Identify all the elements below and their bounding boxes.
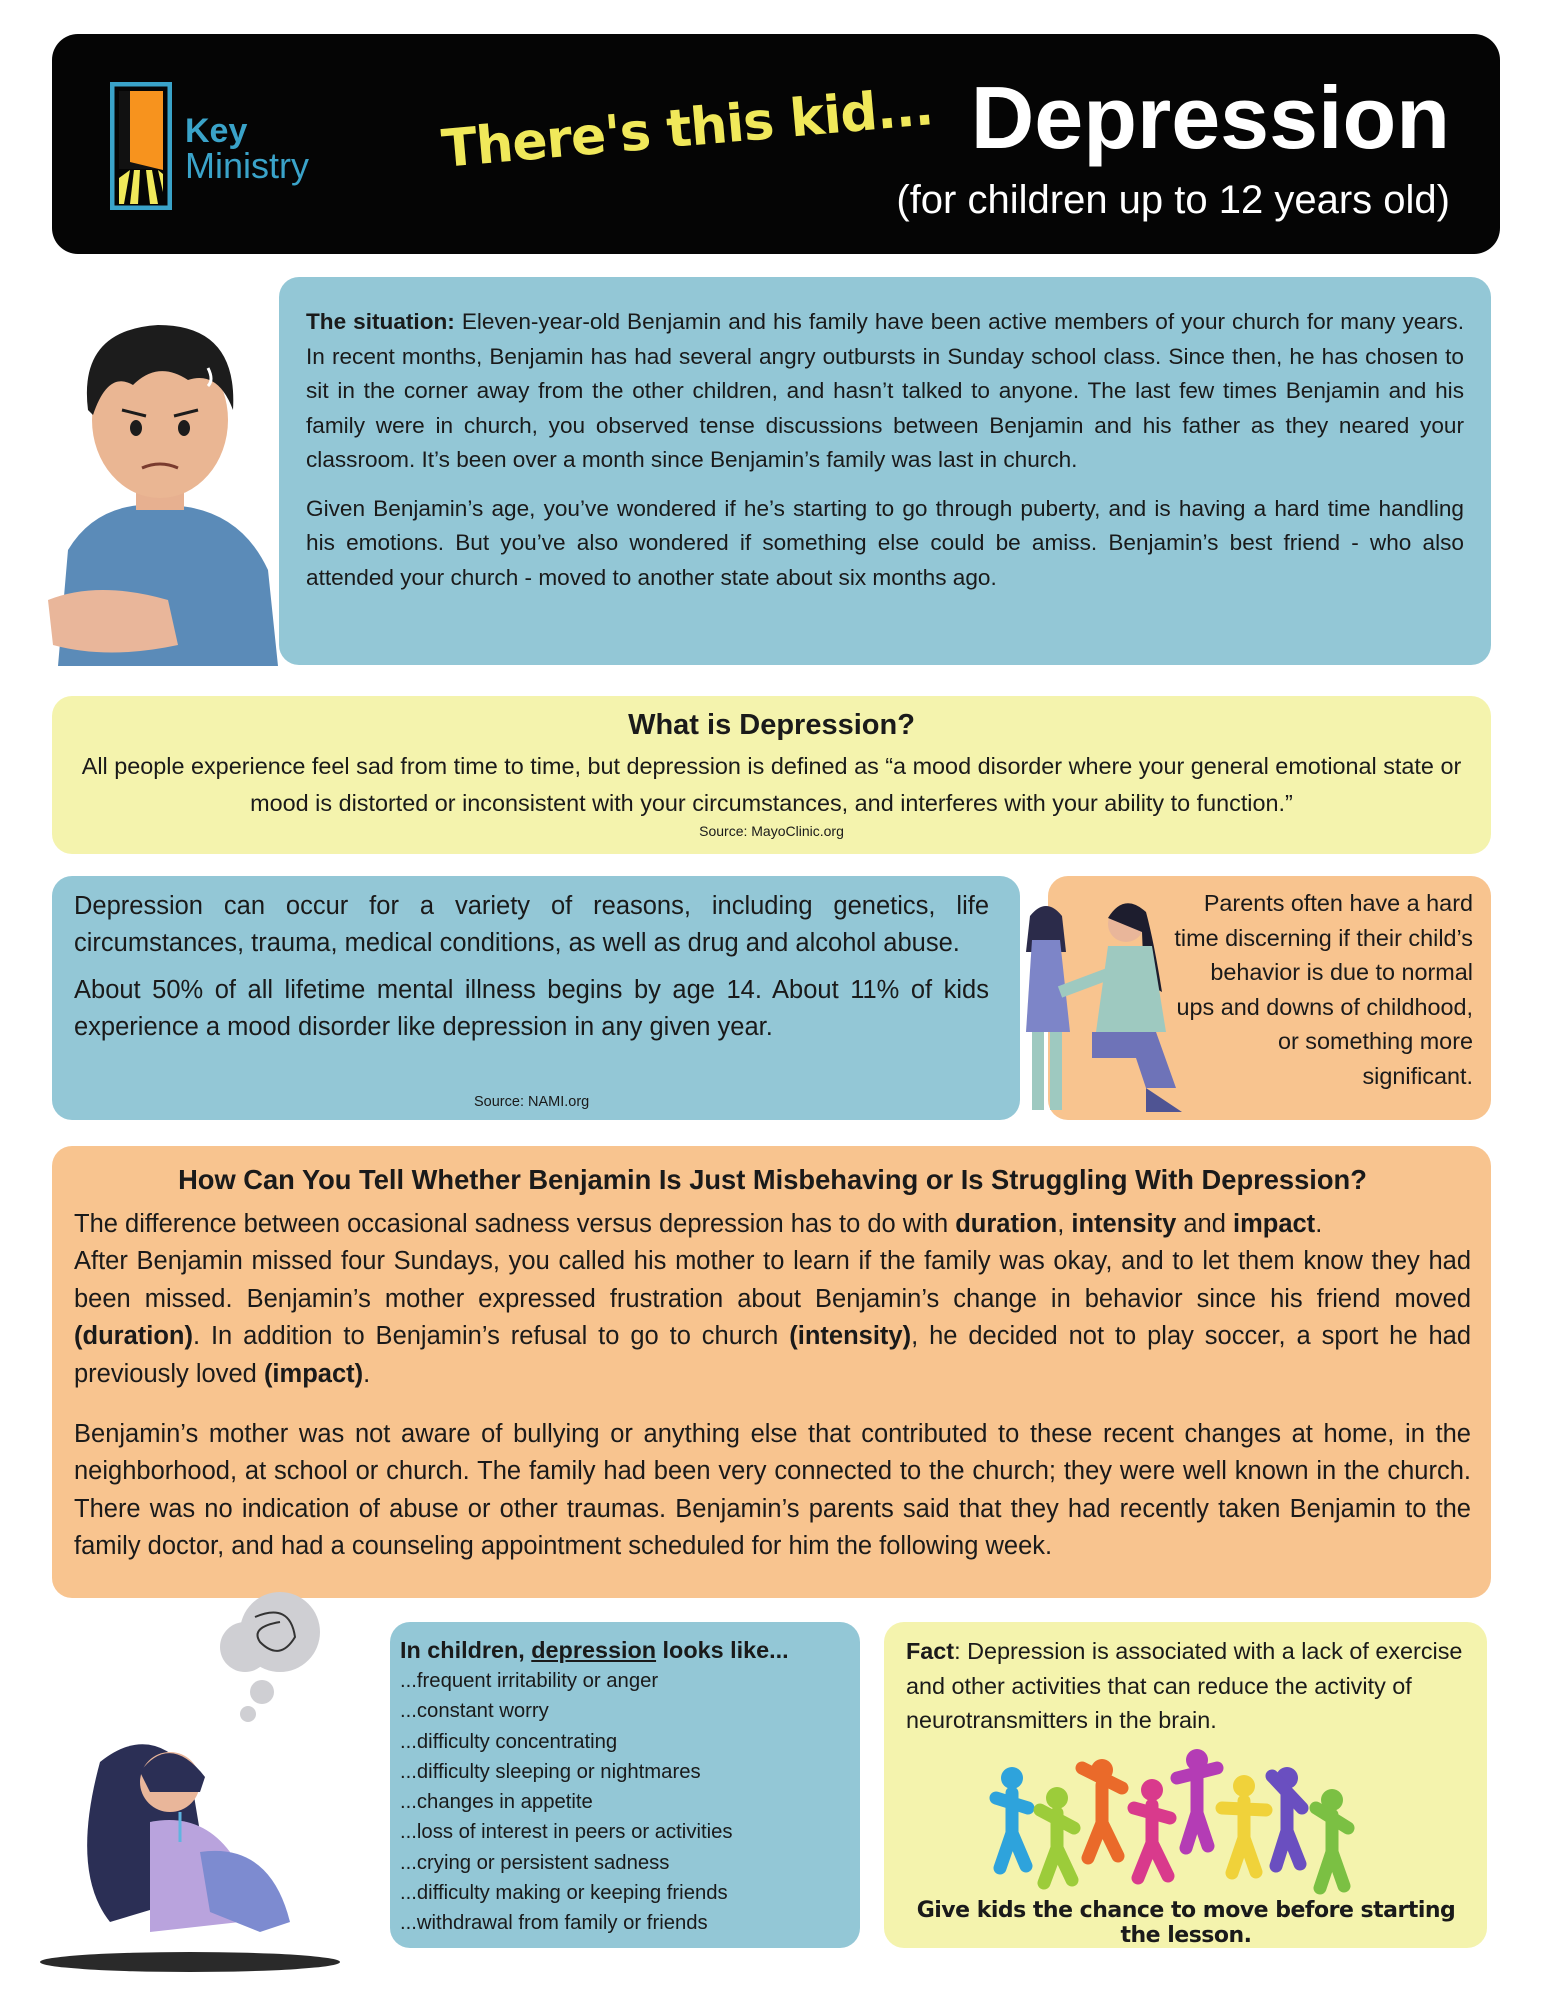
fact-text — [906, 1634, 1469, 1738]
mother-and-child-illustration-icon — [996, 882, 1196, 1118]
situation-paragraph-1 — [306, 305, 1464, 478]
situation-panel — [279, 277, 1491, 665]
dancing-kids-illustration-icon — [982, 1748, 1362, 1898]
how-can-you-tell-body — [74, 1206, 1471, 1566]
fact-caption: Give kids the chance to move before starting the lesson. — [916, 1898, 1456, 1948]
causes-paragraph-2: About 50% of all lifetime mental illness begins by age 14. About 11% of kids experience a mood disorder like depression in any given year. — [74, 976, 989, 1041]
header-banner — [52, 34, 1500, 254]
list-item: ...withdrawal from family or friends — [400, 1912, 708, 1935]
looks-title-a: In children, — [400, 1637, 532, 1663]
causes-paragraph-1: Depression can occur for a variety of reasons, including genetics, life circumstances, trauma, medical conditions, as well as drug and alcohol abuse. — [74, 892, 989, 957]
tell-impact: impact — [1232, 1210, 1316, 1238]
how-can-you-tell-panel — [52, 1146, 1491, 1598]
tell-story-intensity: (intensity) — [789, 1322, 912, 1351]
list-item: ...difficulty concentrating — [400, 1730, 618, 1753]
tell-intensity: intensity — [1071, 1210, 1177, 1238]
page-title: Depression — [970, 68, 1450, 167]
list-item: ...difficulty sleeping or nightmares — [400, 1760, 701, 1783]
page-subtitle: (for children up to 12 years old) — [896, 178, 1450, 222]
looks-like-panel — [390, 1622, 860, 1948]
list-item: ...changes in appetite — [400, 1791, 593, 1814]
tell-paragraph-2: Benjamin’s mother was not aware of bullying or anything else that contributed to these recent changes at home, in the neighborhood, at school or church. The family had been very connected to the church; they were well known in the church. There was no indication of abuse or other traumas. Benjamin’s parents said that they had recently taken Benjamin to the family doctor, and had a counseling appointment scheduled for him the following week. — [74, 1420, 1471, 1561]
how-can-you-tell-title: How Can You Tell Whether Benjamin Is Just Misbehaving or Is Struggling With Depression? — [178, 1164, 1367, 1195]
tell-story-impact: (impact) — [263, 1359, 364, 1388]
list-item: ...frequent irritability or anger — [400, 1670, 659, 1692]
what-is-source: Source: MayoClinic.org — [699, 823, 844, 839]
tell-and: and — [1176, 1210, 1233, 1238]
situation-label: The situation: — [306, 309, 455, 334]
tell-comma: , — [1057, 1210, 1072, 1238]
situation-paragraph-2: Given Benjamin’s age, you’ve wondered if he’s starting to go through puberty, and is having a hard time handling his emotions. But you’ve also wondered if something else could be amiss. Benjamin’s best friend - who also attended your church - moved to another state about six months ago. — [306, 495, 1464, 590]
what-is-definition: All people experience feel sad from time to time, but depression is defined as “a mood disorder where your general emotional state or mood is distorted or inconsistent with your circumstances, and interferes with your ability to function.” — [81, 753, 1462, 816]
tagline: There's this kid... — [439, 77, 936, 180]
causes-panel — [52, 876, 1020, 1120]
symptom-list — [400, 1666, 850, 1939]
sad-girl-illustration-icon — [40, 1592, 380, 1972]
logo-ministry-text: Ministry — [185, 145, 309, 186]
list-item: ...loss of interest in peers or activities — [400, 1821, 733, 1844]
tell-story-b: . In addition to Benjamin’s refusal to go to church — [192, 1322, 790, 1351]
tell-paragraph-1 — [74, 1206, 1471, 1393]
looks-like-title — [400, 1634, 850, 1666]
tell-story-a: After Benjamin missed four Sundays, you called his mother to learn if the family was okay, and to let them know they had been missed. Benjamin’s mother expressed frustration about Benjamin’s change in behavior since his friend moved — [74, 1247, 1471, 1313]
fact-label: Fact — [906, 1638, 955, 1664]
list-item: ...crying or persistent sadness — [400, 1851, 670, 1874]
fact-body: : Depression is associated with a lack of exercise and other activities that can reduce the activity of neurotransmitters in the brain. — [906, 1638, 1463, 1733]
parents-text: Parents often have a hard time discerning if their child’s behavior is due to normal ups and downs of childhood, or something more significant. — [1174, 890, 1473, 1089]
tell-story-c: , he decided not to play soccer, a sport he had previously loved — [74, 1322, 1471, 1388]
key-ministry-logo-icon — [110, 82, 172, 210]
logo-key-text: Key — [185, 112, 248, 150]
situation-text-1: Eleven-year-old Benjamin and his family have been active members of your church for many years. In recent months, Benjamin has had several angry outbursts in Sunday school class. Since then, he has chosen to sit in the corner away from the other children, and hasn’t talked to anyone. The last few times Benjamin and his family were in church, you observed tense discussions between Benjamin and his father as they neared your classroom. It’s been over a month since Benjamin’s family was last in church. — [306, 309, 1464, 472]
tell-duration: duration — [955, 1210, 1058, 1238]
worried-boy-illustration-icon — [38, 300, 288, 666]
list-item: ...difficulty making or keeping friends — [400, 1882, 728, 1905]
looks-title-b: looks like... — [656, 1637, 789, 1663]
what-is-title: What is Depression? — [628, 709, 915, 741]
tell-story-duration: (duration) — [74, 1322, 193, 1351]
causes-source: Source: NAMI.org — [474, 1094, 590, 1110]
list-item: ...constant worry — [400, 1700, 549, 1723]
looks-title-underlined: depression — [531, 1637, 657, 1663]
tell-period: . — [1315, 1210, 1323, 1238]
tell-intro: The difference between occasional sadness versus depression has to do with — [74, 1210, 956, 1238]
what-is-depression-panel — [52, 696, 1491, 854]
tell-story-d: . — [363, 1359, 371, 1388]
